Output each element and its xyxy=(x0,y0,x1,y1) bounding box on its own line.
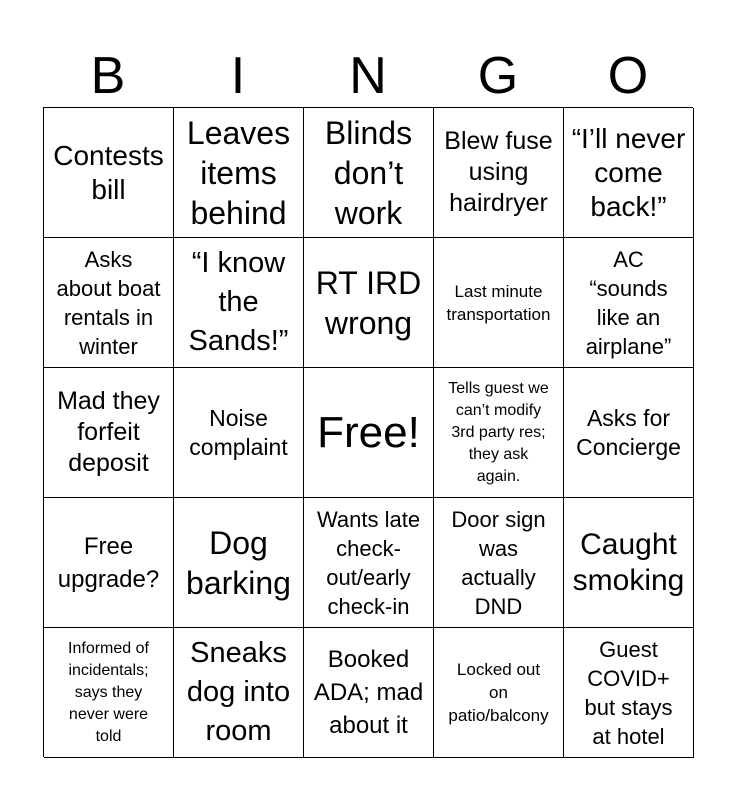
cell-text: Informed of incidentals; says they never were told xyxy=(68,639,149,745)
bingo-cell[interactable] xyxy=(44,368,174,498)
bingo-cell[interactable] xyxy=(304,498,434,628)
bingo-cell[interactable] xyxy=(174,238,304,368)
bingo-cell[interactable] xyxy=(44,238,174,368)
cell-text: Free upgrade? xyxy=(57,532,160,593)
cell-text: Noise complaint xyxy=(189,404,288,460)
cell-text: RT IRD wrong xyxy=(315,264,422,341)
bingo-cell[interactable] xyxy=(564,368,694,498)
cell-text: Contests bill xyxy=(53,139,164,205)
bingo-cell[interactable] xyxy=(564,628,694,758)
cell-text: Last minute transportation xyxy=(446,281,551,324)
header-letter-g: G xyxy=(477,47,519,105)
cell-text: Leaves items behind xyxy=(186,114,291,231)
cell-text: Blinds don’t work xyxy=(324,114,413,231)
bingo-cell[interactable] xyxy=(304,238,434,368)
bingo-cell[interactable] xyxy=(174,108,304,238)
header-letter-n: N xyxy=(349,47,387,105)
bingo-cell[interactable] xyxy=(434,238,564,368)
cell-text: Dog barking xyxy=(186,524,291,601)
bingo-board xyxy=(43,107,693,757)
bingo-cell[interactable] xyxy=(174,628,304,758)
header-letter-i: I xyxy=(230,47,246,105)
cell-text: Caught smoking xyxy=(572,527,685,597)
bingo-cell[interactable] xyxy=(304,628,434,758)
header-letter-o: O xyxy=(607,47,649,105)
cell-text: Blew fuse using hairdryer xyxy=(444,127,553,217)
bingo-cell[interactable] xyxy=(434,368,564,498)
cell-text: Door sign was actually DND xyxy=(451,506,546,619)
cell-text: Wants late check- out/early check-in xyxy=(316,506,421,619)
bingo-cell[interactable] xyxy=(434,108,564,238)
cell-text: “I’ll never come back!” xyxy=(571,122,686,222)
bingo-cell[interactable] xyxy=(304,108,434,238)
cell-text: Booked ADA; mad about it xyxy=(313,646,424,739)
bingo-cell[interactable] xyxy=(44,108,174,238)
bingo-cell[interactable] xyxy=(434,628,564,758)
cell-text: Asks about boat rentals in winter xyxy=(56,246,161,359)
bingo-header xyxy=(43,44,693,108)
bingo-cell[interactable] xyxy=(44,498,174,628)
bingo-cell[interactable] xyxy=(174,368,304,498)
bingo-cell[interactable] xyxy=(174,498,304,628)
bingo-cell[interactable] xyxy=(434,498,564,628)
cell-text: Tells guest we can’t modify 3rd party res; they ask again. xyxy=(448,379,549,485)
cell-text: Mad they forfeit deposit xyxy=(57,387,160,477)
free-space: Free! xyxy=(317,407,420,457)
bingo-cell[interactable] xyxy=(564,108,694,238)
cell-text: Asks for Concierge xyxy=(576,404,681,460)
cell-text: Guest COVID+ but stays at hotel xyxy=(584,636,673,749)
cell-text: “I know the Sands!” xyxy=(188,247,289,357)
cell-text: AC “sounds like an airplane” xyxy=(585,246,672,359)
bingo-cell[interactable] xyxy=(564,238,694,368)
header-letter-b: B xyxy=(90,47,126,105)
bingo-cell[interactable] xyxy=(564,498,694,628)
bingo-cell[interactable] xyxy=(304,368,434,498)
bingo-cell[interactable] xyxy=(44,628,174,758)
cell-text: Locked out on patio/balcony xyxy=(448,660,549,725)
cell-text: Sneaks dog into room xyxy=(186,637,291,747)
